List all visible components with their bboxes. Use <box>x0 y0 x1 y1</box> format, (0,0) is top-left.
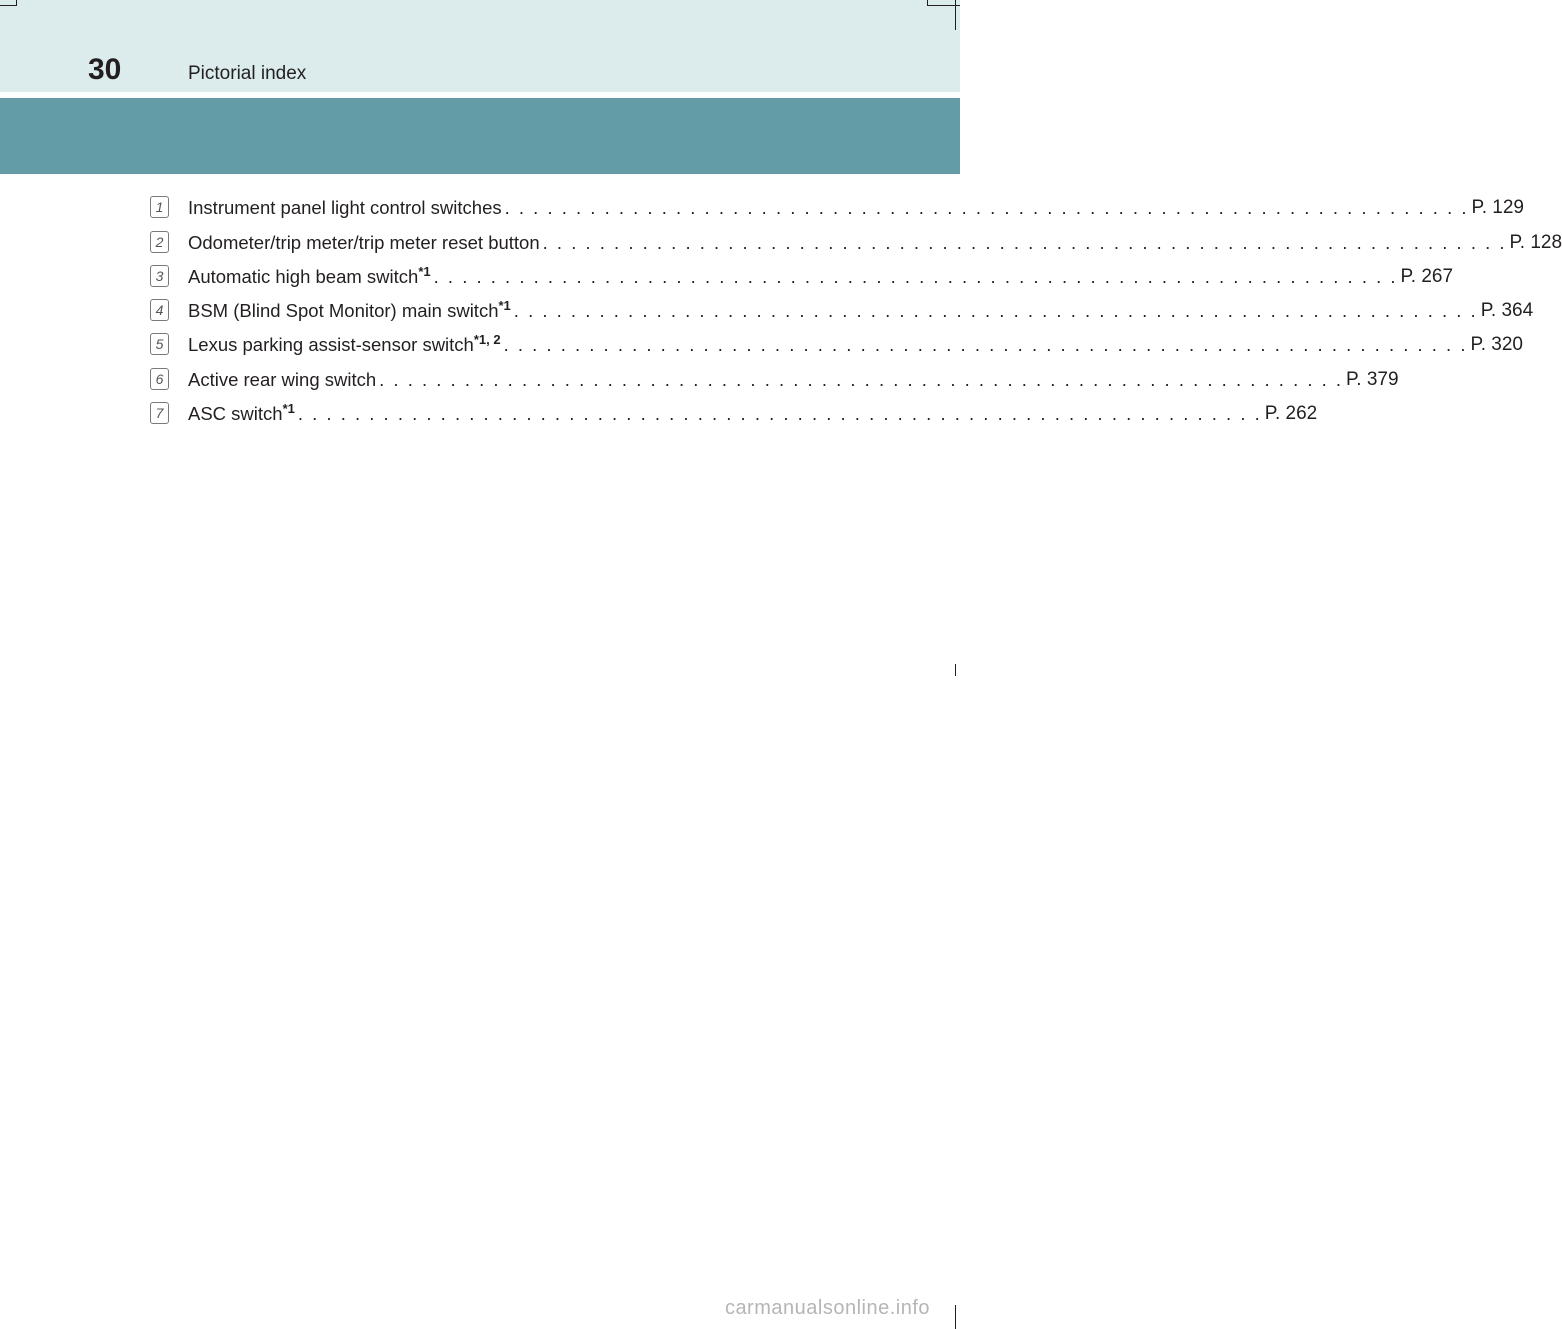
page-reference-link[interactable]: P. 262 <box>1264 403 1318 425</box>
entry-label: Active rear wing switch <box>188 368 377 390</box>
list-item[interactable] <box>150 358 1399 392</box>
crop-mark-right-top <box>955 0 956 30</box>
callout-number: 4 <box>150 299 169 321</box>
list-item[interactable] <box>150 393 1318 427</box>
crop-mark-right-bottom <box>955 1305 956 1329</box>
list-item[interactable] <box>150 290 1534 324</box>
list-item[interactable] <box>150 256 1454 290</box>
dot-leader: . . . . . . . . . . . . . . . . . . . . . . . . . . . . . . . . . . . . . . . . . . . . . . . . . . . . . . . . . . . . . . . . . . . . <box>504 197 1469 219</box>
list-item[interactable] <box>150 221 1562 255</box>
dot-leader: . . . . . . . . . . . . . . . . . . . . . . . . . . . . . . . . . . . . . . . . . . . . . . . . . . . . . . . . . . . . . . . . . . . . <box>542 231 1507 253</box>
header-band <box>0 0 960 92</box>
callout-number: 3 <box>150 265 169 287</box>
page-reference-link[interactable]: P. 379 <box>1346 368 1399 390</box>
entry-label: ASC switch$^{*1}$ <box>188 401 295 425</box>
callout-number: 6 <box>150 368 169 390</box>
entry-label: Instrument panel light control switches <box>188 197 502 219</box>
callout-number: 1 <box>150 196 169 218</box>
page-reference-link[interactable]: P. 128 <box>1509 231 1562 253</box>
callout-number: 7 <box>150 402 169 424</box>
dot-leader: . . . . . . . . . . . . . . . . . . . . . . . . . . . . . . . . . . . . . . . . . . . . . . . . . . . . . . . . . . . . . . . . . . . . <box>513 300 1478 322</box>
entry-label: Odometer/trip meter/trip meter reset button <box>188 231 540 253</box>
callout-number: 2 <box>150 231 169 253</box>
page-number: 30 <box>88 53 122 86</box>
callout-number: 5 <box>150 333 169 355</box>
list-item[interactable] <box>150 187 1524 221</box>
watermark[interactable]: carmanualsonline.info <box>724 1297 930 1319</box>
dot-leader: . . . . . . . . . . . . . . . . . . . . . . . . . . . . . . . . . . . . . . . . . . . . . . . . . . . . . . . . . . . . . . . . . . . . <box>433 265 1398 287</box>
dot-leader: . . . . . . . . . . . . . . . . . . . . . . . . . . . . . . . . . . . . . . . . . . . . . . . . . . . . . . . . . . . . . . . . . . . . <box>379 368 1344 390</box>
crop-mark-top-left-h <box>0 5 17 6</box>
list-item[interactable] <box>150 324 1523 358</box>
section-title: Pictorial index <box>188 63 307 84</box>
dot-leader: . . . . . . . . . . . . . . . . . . . . . . . . . . . . . . . . . . . . . . . . . . . . . . . . . . . . . . . . . . . . . . . . . . . . <box>297 403 1262 425</box>
pictorial-index-list <box>150 187 1562 427</box>
page-reference-link[interactable]: P. 267 <box>1400 265 1454 287</box>
accent-band <box>0 98 960 174</box>
entry-label: Automatic high beam switch$^{*1}$ <box>188 263 431 287</box>
page-reference-link[interactable]: P. 364 <box>1480 300 1534 322</box>
page-reference-link[interactable]: P. 129 <box>1471 197 1524 219</box>
dot-leader: . . . . . . . . . . . . . . . . . . . . . . . . . . . . . . . . . . . . . . . . . . . . . . . . . . . . . . . . . . . . . . . . . . . . <box>503 334 1468 356</box>
page-reference-link[interactable]: P. 320 <box>1470 334 1523 356</box>
entry-label: Lexus parking assist-sensor switch$^{*1, 2}$ <box>188 332 501 356</box>
crop-mark-right-mid <box>955 664 956 676</box>
entry-label: BSM (Blind Spot Monitor) main switch$^{*1}$ <box>188 298 511 322</box>
